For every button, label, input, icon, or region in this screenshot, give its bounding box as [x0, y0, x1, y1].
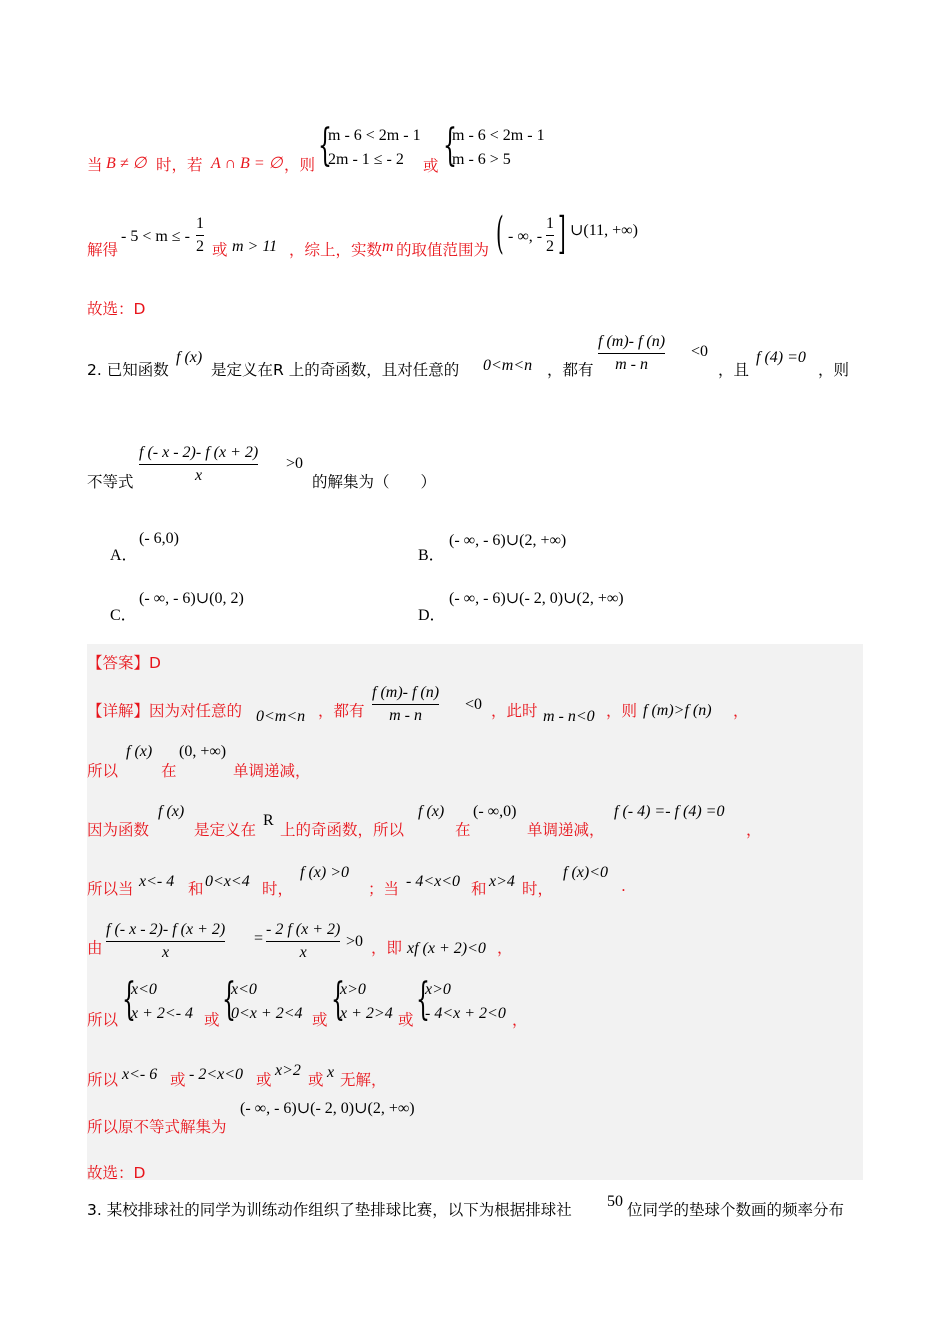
- d5-fraction-1-den: x: [162, 944, 170, 961]
- d5-res: xf (x + 2)<0: [407, 940, 486, 957]
- fraction-half-num: 1: [196, 215, 204, 232]
- prev-or-2: 或: [212, 241, 228, 259]
- d4-prefix: 所以当: [87, 880, 134, 898]
- d6-system-4: [425, 978, 506, 1026]
- d5-prefix: 由: [87, 939, 103, 957]
- d6-system-3-row-2: x + 2>4: [340, 1005, 393, 1022]
- d7-c1: x<- 6: [122, 1066, 158, 1083]
- prev-m-gt: m > 11: [232, 238, 278, 255]
- q2-text2: ，都有: [547, 361, 594, 379]
- q2-ineq-rel: >0: [286, 455, 304, 472]
- q2-ineq-num: f (- x - 2)- f (x + 2): [139, 444, 259, 461]
- d4-pos: f (x) >0: [300, 864, 349, 881]
- fraction-bar: [139, 464, 258, 465]
- d4-when2: 时，: [522, 880, 554, 898]
- system-1-row-2: 2m - 1 ≤ - 2: [328, 151, 404, 168]
- d3-dec: 单调递减，: [527, 821, 605, 839]
- option-a-value: (- 6,0): [139, 530, 179, 547]
- prev-cond-b: B ≠ ∅: [106, 155, 147, 172]
- d5-fraction-1-num: f (- x - 2)- f (x + 2): [106, 921, 226, 938]
- d1-cond: 0<m<n: [256, 708, 306, 725]
- fraction-bar: [598, 353, 665, 354]
- system-1-row-1: m - 6 < 2m - 1: [328, 127, 421, 144]
- d6-system-1-row-1: x<0: [131, 981, 157, 998]
- d1-mn: m - n<0: [543, 708, 595, 725]
- d8-set: (- ∞, - 6)∪(- 2, 0)∪(2, +∞): [240, 1100, 415, 1117]
- d6-brace-4: {: [416, 974, 430, 1025]
- option-d-value: (- ∞, - 6)∪(- 2, 0)∪(2, +∞): [449, 590, 624, 607]
- d3-text2: 上的奇函数，所以: [280, 821, 405, 839]
- d2-fx: f (x): [126, 743, 153, 760]
- q2-frac-rel: <0: [691, 343, 709, 360]
- q2-fx: f (x): [176, 349, 203, 366]
- d4-semi: ；当: [368, 880, 400, 898]
- d1-rel: <0: [465, 696, 483, 713]
- q2-ineq-prefix: 不等式: [87, 473, 134, 491]
- d7-or-2: 或: [256, 1071, 272, 1089]
- d6-or-1: 或: [204, 1011, 220, 1029]
- q2-cond: 0<m<n: [483, 357, 533, 374]
- d2-prefix: 所以: [87, 762, 119, 780]
- fraction-bar: [372, 704, 439, 705]
- prev-solve: 解得: [87, 241, 119, 259]
- d1-then: ，则: [606, 702, 638, 720]
- d6-system-2-row-2: 0<x + 2<4: [231, 1005, 303, 1022]
- fraction-half-2-num: 1: [546, 215, 554, 232]
- q3-text: 3. 某校排球社的同学为训练动作组织了垫排球比赛，以下为根据排球社: [87, 1201, 572, 1219]
- prev-m-var: m: [382, 238, 394, 255]
- answer-choose: 故选：D: [87, 1164, 146, 1182]
- q3-num: 50: [607, 1193, 623, 1210]
- system-brace-2: {: [443, 120, 457, 171]
- system-1: [328, 124, 421, 172]
- d6-system-2: [231, 978, 303, 1026]
- d4-neg: f (x)<0: [563, 864, 608, 881]
- d3-interval: (- ∞,0): [473, 803, 517, 820]
- d6-system-4-row-1: x>0: [425, 981, 451, 998]
- answer-range-b: ∪(11, +∞): [570, 222, 638, 239]
- d1-fraction-num: f (m)- f (n): [372, 684, 440, 701]
- d3-text: 是定义在: [194, 821, 257, 839]
- system-2-row-2: m - 6 > 5: [452, 151, 511, 168]
- prev-then: ，则: [284, 156, 316, 174]
- prev-range-text: 的取值范围为: [396, 241, 490, 259]
- d3-R: R: [263, 812, 274, 829]
- d6-system-1-row-2: x + 2<- 4: [131, 1005, 194, 1022]
- d6-brace-1: {: [122, 974, 136, 1025]
- d7-prefix: 所以: [87, 1071, 119, 1089]
- option-c-label: C．: [110, 607, 137, 624]
- d1-res: f (m)>f (n): [643, 702, 712, 719]
- d5-fraction-2: [266, 920, 340, 963]
- fraction-bar: [196, 235, 204, 236]
- q2-f4: f (4) =0: [756, 349, 806, 366]
- fraction-bar: [266, 941, 340, 942]
- d7-x: x: [327, 1064, 335, 1081]
- fraction-half-2-den: 2: [546, 238, 554, 255]
- d3-end: ，: [746, 821, 762, 839]
- d6-system-3-row-1: x>0: [340, 981, 366, 998]
- d8-prefix: 所以原不等式解集为: [87, 1118, 227, 1136]
- d1-text2: ，此时: [491, 702, 538, 720]
- d4-when: 时，: [262, 880, 294, 898]
- d4-c1: x<- 4: [139, 873, 175, 890]
- fraction-bar: [546, 235, 554, 236]
- q2-text3: ，且: [718, 361, 750, 379]
- d4-and2: 和: [471, 880, 487, 898]
- d7-end: 无解，: [340, 1071, 387, 1089]
- d6-or-2: 或: [312, 1011, 328, 1029]
- d3-fx2: f (x): [418, 803, 445, 820]
- d2-in: 在: [161, 762, 177, 780]
- d3-in: 在: [455, 821, 471, 839]
- d6-brace-2: {: [222, 974, 236, 1025]
- d5-rel: >0: [346, 933, 364, 950]
- d3-prefix: 因为函数: [87, 821, 150, 839]
- d5-fraction-2-den: x: [299, 944, 307, 961]
- d2-end: 单调递减，: [233, 762, 311, 780]
- prev-summary: ，综上，实数: [289, 241, 383, 259]
- option-a-label: A．: [110, 547, 138, 564]
- d3-fx: f (x): [158, 803, 185, 820]
- fraction-half-2: [546, 214, 554, 257]
- bracket-close: ]: [558, 208, 566, 259]
- paren-open: (: [496, 208, 504, 259]
- d6-system-3: [340, 978, 393, 1026]
- d7-c3: x>2: [275, 1062, 301, 1079]
- q2-fraction-num: f (m)- f (n): [598, 333, 666, 350]
- d4-c2: 0<x<4: [205, 873, 250, 890]
- d4-c3: - 4<x<0: [406, 873, 461, 890]
- prev-choose: 故选：D: [87, 300, 146, 318]
- system-brace-1: {: [318, 120, 332, 171]
- answer-range-a: - ∞, -: [508, 228, 543, 245]
- option-d-label: D．: [418, 607, 446, 624]
- d5-eq: =: [254, 930, 264, 947]
- prev-mid: 时，若: [156, 156, 203, 174]
- d7-or-1: 或: [170, 1071, 186, 1089]
- d4-c4: x>4: [489, 873, 515, 890]
- d5-text: ，即: [371, 939, 403, 957]
- answer-panel: [87, 644, 863, 1180]
- q2-fraction: [598, 332, 665, 375]
- q2-ineq-fraction: [139, 443, 258, 486]
- d5-end: ，: [497, 939, 513, 957]
- d5-fraction-1: [106, 920, 225, 963]
- d6-system-2-row-1: x<0: [231, 981, 257, 998]
- prev-or: 或: [423, 157, 439, 175]
- fraction-half: [196, 214, 204, 257]
- d7-or-3: 或: [308, 1071, 324, 1089]
- system-2-row-1: m - 6 < 2m - 1: [452, 127, 545, 144]
- fraction-half-den: 2: [196, 238, 204, 255]
- prev-cond-ab: A ∩ B = ∅: [211, 155, 283, 172]
- d4-end: .: [621, 877, 626, 895]
- q2-text4: ，则: [818, 361, 850, 379]
- d1-end: ，: [733, 702, 749, 720]
- d6-end: ，: [512, 1011, 528, 1029]
- option-b-label: B．: [418, 547, 445, 564]
- option-b-value: (- ∞, - 6)∪(2, +∞): [449, 532, 567, 549]
- d1-fraction: [372, 683, 439, 726]
- prev-when: 当: [87, 156, 103, 174]
- q2-text1: 是定义在R 上的奇函数，且对任意的: [211, 361, 460, 379]
- prev-range: - 5 < m ≤ -: [121, 228, 190, 245]
- d6-system-1: [131, 978, 193, 1026]
- d7-c2: - 2<x<0: [189, 1066, 244, 1083]
- q2-ineq-suffix: 的解集为（ ）: [312, 473, 437, 491]
- d6-system-4-row-2: - 4<x + 2<0: [425, 1005, 506, 1022]
- d2-interval: (0, +∞): [179, 743, 227, 760]
- fraction-bar: [106, 941, 225, 942]
- system-2: [452, 124, 545, 172]
- d3-eq: f (- 4) =- f (4) =0: [614, 803, 725, 820]
- q2-fraction-den: m - n: [615, 356, 648, 373]
- d6-brace-3: {: [331, 974, 345, 1025]
- d6-or-3: 或: [398, 1011, 414, 1029]
- detail-tag: 【详解】因为对任意的: [87, 702, 243, 720]
- q2-ineq-den: x: [195, 467, 203, 484]
- d4-and: 和: [188, 880, 204, 898]
- d1-fraction-den: m - n: [389, 707, 422, 724]
- answer-tag: 【答案】D: [87, 654, 161, 672]
- option-c-value: (- ∞, - 6)∪(0, 2): [139, 590, 244, 607]
- q2-prefix: 2. 已知函数: [87, 361, 169, 379]
- q3-text2: 位同学的垫球个数画的频率分布: [627, 1201, 845, 1219]
- d1-text: ，都有: [318, 702, 365, 720]
- d6-prefix: 所以: [87, 1011, 119, 1029]
- d5-fraction-2-num: - 2 f (x + 2): [266, 921, 341, 938]
